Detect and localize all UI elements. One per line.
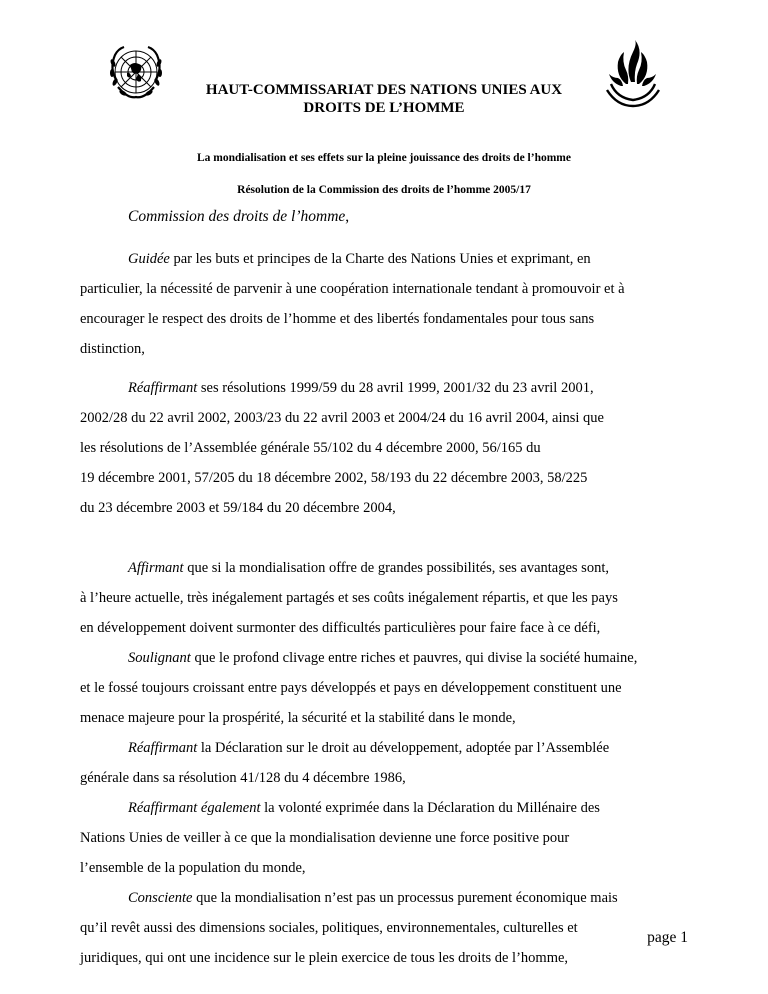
paragraph-line: distinction, <box>80 341 145 357</box>
paragraph-line <box>80 244 700 274</box>
page-number: page 1 <box>647 929 688 946</box>
paragraph-line: en développement doivent surmonter des difficultés particulières pour faire face à ce défi, <box>80 620 601 636</box>
paragraph-line <box>80 733 700 763</box>
preamble-paragraph-7 <box>80 883 700 973</box>
paragraph-line: particulier, la nécessité de parvenir à une coopération internationale tendant à promouvoir et à <box>80 281 625 297</box>
paragraph-line: générale dans sa résolution 41/128 du 4 décembre 1986, <box>80 770 406 786</box>
paragraph-keyword: Réaffirmant <box>128 740 198 756</box>
paragraph-line: juridiques, qui ont une incidence sur le plein exercice de tous les droits de l’homme, <box>80 950 569 966</box>
office-title-line-1: HAUT-COMMISSARIAT DES NATIONS UNIES AUX <box>205 82 563 98</box>
paragraph-line: 2002/28 du 22 avril 2002, 2003/23 du 22 avril 2003 et 2004/24 du 16 avril 2004, ainsi que <box>80 410 604 426</box>
preamble-paragraph-3 <box>80 553 700 643</box>
paragraph-text: que si la mondialisation offre de grandes possibilités, ses avantages sont, <box>183 560 609 576</box>
preamble-paragraph-5 <box>80 733 700 793</box>
resolution-reference: Résolution de la Commission des droits de l’homme 2005/17 <box>237 184 531 196</box>
commission-heading-punct: , <box>345 208 350 225</box>
paragraph-text: que le profond clivage entre riches et pauvres, qui divise la société humaine, <box>190 650 638 666</box>
paragraph-line <box>80 643 700 673</box>
paragraph-line: menace majeure pour la prospérité, la sécurité et la stabilité dans le monde, <box>80 710 516 726</box>
preamble-paragraph-1 <box>80 244 700 364</box>
paragraph-line: à l’heure actuelle, très inégalement partagés et ses coûts inégalement répartis, et que les pays <box>80 590 618 606</box>
paragraph-line <box>80 553 700 583</box>
paragraph-keyword: Affirmant <box>128 560 184 576</box>
paragraph-keyword: Réaffirmant <box>128 380 198 396</box>
paragraph-line: qu’il revêt aussi des dimensions sociales, politiques, environnementales, culturelles et <box>80 920 578 936</box>
paragraph-keyword: Guidée <box>128 251 170 267</box>
paragraph-text: que la mondialisation n’est pas un processus purement économique mais <box>192 890 618 906</box>
office-title-line-2: DROITS DE L’HOMME <box>303 100 465 116</box>
ohchr-flame-icon <box>601 40 665 110</box>
document-title: La mondialisation et ses effets sur la pleine jouissance des droits de l’homme <box>197 152 571 164</box>
paragraph-line: 19 décembre 2001, 57/205 du 18 décembre 2002, 58/193 du 22 décembre 2003, 58/225 <box>80 470 588 486</box>
paragraph-keyword: Réaffirmant également <box>128 800 261 816</box>
paragraph-line <box>80 373 700 403</box>
paragraph-keyword: Soulignant <box>128 650 191 666</box>
paragraph-line: Nations Unies de veiller à ce que la mondialisation devienne une force positive pour <box>80 830 570 846</box>
paragraph-line <box>80 793 700 823</box>
preamble-paragraph-2 <box>80 373 700 523</box>
paragraph-text: la volonté exprimée dans la Déclaration du Millénaire des <box>260 800 600 816</box>
commission-heading-text: Commission des droits de l’homme <box>128 208 346 225</box>
preamble-paragraph-4 <box>80 643 700 733</box>
paragraph-keyword: Consciente <box>128 890 193 906</box>
paragraph-line: et le fossé toujours croissant entre pays développés et pays en développement constituent une <box>80 680 622 696</box>
paragraph-text: ses résolutions 1999/59 du 28 avril 1999, 2001/32 du 23 avril 2001, <box>197 380 594 396</box>
paragraph-line: du 23 décembre 2003 et 59/184 du 20 décembre 2004, <box>80 500 396 516</box>
paragraph-line: les résolutions de l’Assemblée générale 55/102 du 4 décembre 2000, 56/165 du <box>80 440 541 456</box>
paragraph-text: la Déclaration sur le droit au développement, adoptée par l’Assemblée <box>197 740 610 756</box>
paragraph-line <box>80 883 700 913</box>
paragraph-line: l’ensemble de la population du monde, <box>80 860 306 876</box>
paragraph-text: par les buts et principes de la Charte des Nations Unies et exprimant, en <box>169 251 591 267</box>
preamble-paragraph-6 <box>80 793 700 883</box>
paragraph-line: encourager le respect des droits de l’homme et des libertés fondamentales pour tous sans <box>80 311 595 327</box>
commission-heading <box>128 207 349 227</box>
